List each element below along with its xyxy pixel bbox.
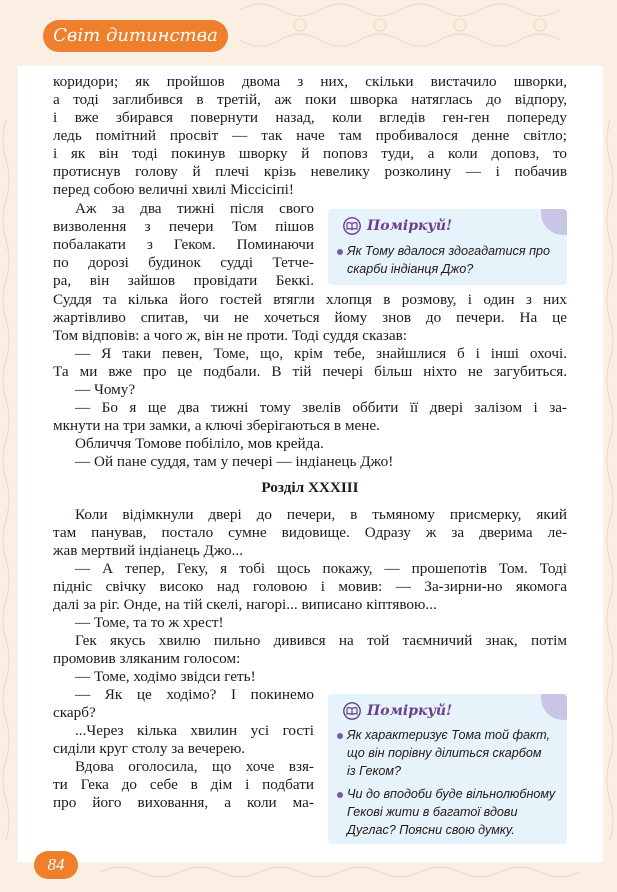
open-book-icon [342, 702, 362, 720]
text-line: Аж за два тижні після свого [75, 200, 314, 217]
text-line: ра, він зайшов провідати Беккі. [53, 272, 314, 289]
callout-question-line: Гекові жити в багатої вдови [347, 805, 518, 819]
text-line: — А тепер, Геку, я тобі щось покажу, — прошепотів Том. Тоді [75, 560, 567, 577]
callout-title-text: Поміркуй! [367, 703, 453, 719]
text-line: а тоді заглибився в третій, аж поки шворка натяглась до відпору, [53, 91, 567, 108]
text-line: підніс свічку високо над головою і мовив: — За-зирни-но якомога [53, 578, 567, 595]
text-line: жав мертвий індіанець Джо... [53, 542, 244, 559]
text-line: — Томе, та то ж хрест! [75, 614, 224, 631]
text-line: Суддя та кілька його гостей втягли хлопця в розмову, і один з них [53, 291, 567, 308]
text-line: коридори; як пройшов двома з них, скільки вистачило шворки, [53, 73, 567, 90]
text-line: побалакати з Геком. Поминаючи [53, 236, 314, 253]
text-line: ти Гека до себе в дім і подбати [53, 776, 314, 793]
text-line: визволення з печери Том пішов [53, 218, 314, 235]
callout-question-line: із Геком? [347, 764, 402, 778]
callout-corner-decoration [541, 694, 567, 720]
callout-question-line: Чи до вподоби буде вільнолюбному [347, 787, 556, 801]
callout-question-line: скарби індіанця Джо? [347, 262, 474, 276]
text-line: — Як це ходімо? І покинемо [75, 686, 314, 703]
page-number: 84 [34, 851, 78, 879]
text-line: — Томе, ходімо звідси геть! [75, 668, 256, 685]
bullet-dot [337, 792, 343, 798]
text-line: протиснув голову й плечі крізь невелику розколину — і побачив [53, 163, 567, 180]
text-line: жартівливо спитав, чи не хочеться йому знов до печери. На це [53, 309, 567, 326]
bullet-dot [337, 249, 343, 255]
callout-title [342, 701, 452, 721]
text-line: ледь помітний просвіт — так наче там пробивалося денне світло; [53, 127, 567, 144]
text-line: — Бо я ще два тижні тому звелів оббити її двері залізом і за- [75, 399, 567, 416]
text-line: Коли відімкнули двері до печери, в тьмяному присмерку, який [75, 506, 567, 523]
callout-title-text: Поміркуй! [367, 218, 453, 234]
text-line: Том відповів: а чого ж, він не проти. Тоді суддя сказав: [53, 327, 408, 344]
callout-question-line: Дуглас? Поясни свою думку. [347, 823, 515, 837]
text-line: Гек якусь хвилю пильно дивився на той таємничий знак, потім [75, 632, 567, 649]
text-line: перед собою величні хвилі Міссісіпі! [53, 181, 294, 198]
text-line: там панував, постало сумне видовище. Одразу ж за дверима ле- [53, 524, 567, 541]
text-line: скарб? [53, 704, 96, 721]
think-callout-2 [328, 694, 567, 844]
text-line: — Чому? [75, 381, 136, 398]
text-line: промовив зляканим голосом: [53, 650, 241, 667]
text-line: — Ой пане суддя, там у печері — індіанець Джо! [75, 453, 394, 470]
text-line: Обличчя Томове побіліло, мов крейда. [75, 435, 324, 452]
callout-corner-decoration [541, 209, 567, 235]
open-book-icon [342, 217, 362, 235]
text-line: і як він тоді покинув шворку й поповз туди, а коли доповз, то [53, 145, 567, 162]
callout-question-line: що він порівну ділиться скарбом [347, 746, 542, 760]
callout-title [342, 216, 452, 236]
section-title-tab: Світ дитинства [43, 20, 228, 52]
text-line: мкнути на три замки, а ключі зберігаються в мене. [53, 417, 380, 434]
chapter-heading: Розділ XXXIII [261, 479, 359, 496]
bullet-dot [337, 733, 343, 739]
callout-question-line: Як Тому вдалося здогадатися про [347, 244, 551, 258]
callout-question-line: Як характеризує Тома той факт, [347, 728, 550, 742]
text-line: Та ми вже про це подбали. В тій печері більш ніхто не загубиться. [53, 363, 567, 380]
text-line: Вдова оголосила, що хоче взя- [75, 758, 314, 775]
text-line: далі за ріг. Онде, на тій скелі, нагорі... виписано кіптявою... [53, 596, 437, 613]
think-callout-1 [328, 209, 567, 285]
text-line: — Я таки певен, Томе, що, крім тебе, знайшлися б і інші охочі. [75, 345, 567, 362]
text-line: сиділи круг столу за вечерею. [53, 740, 246, 757]
text-line: ...Через кілька хвилин усі гості [75, 722, 314, 739]
text-line: по дорозі будинок судді Тетче- [53, 254, 314, 271]
text-line: про його виховання, а коли ма- [53, 794, 314, 811]
text-line: і вже збирався повернути назад, коли вгледів ген-ген попереду [53, 109, 567, 126]
